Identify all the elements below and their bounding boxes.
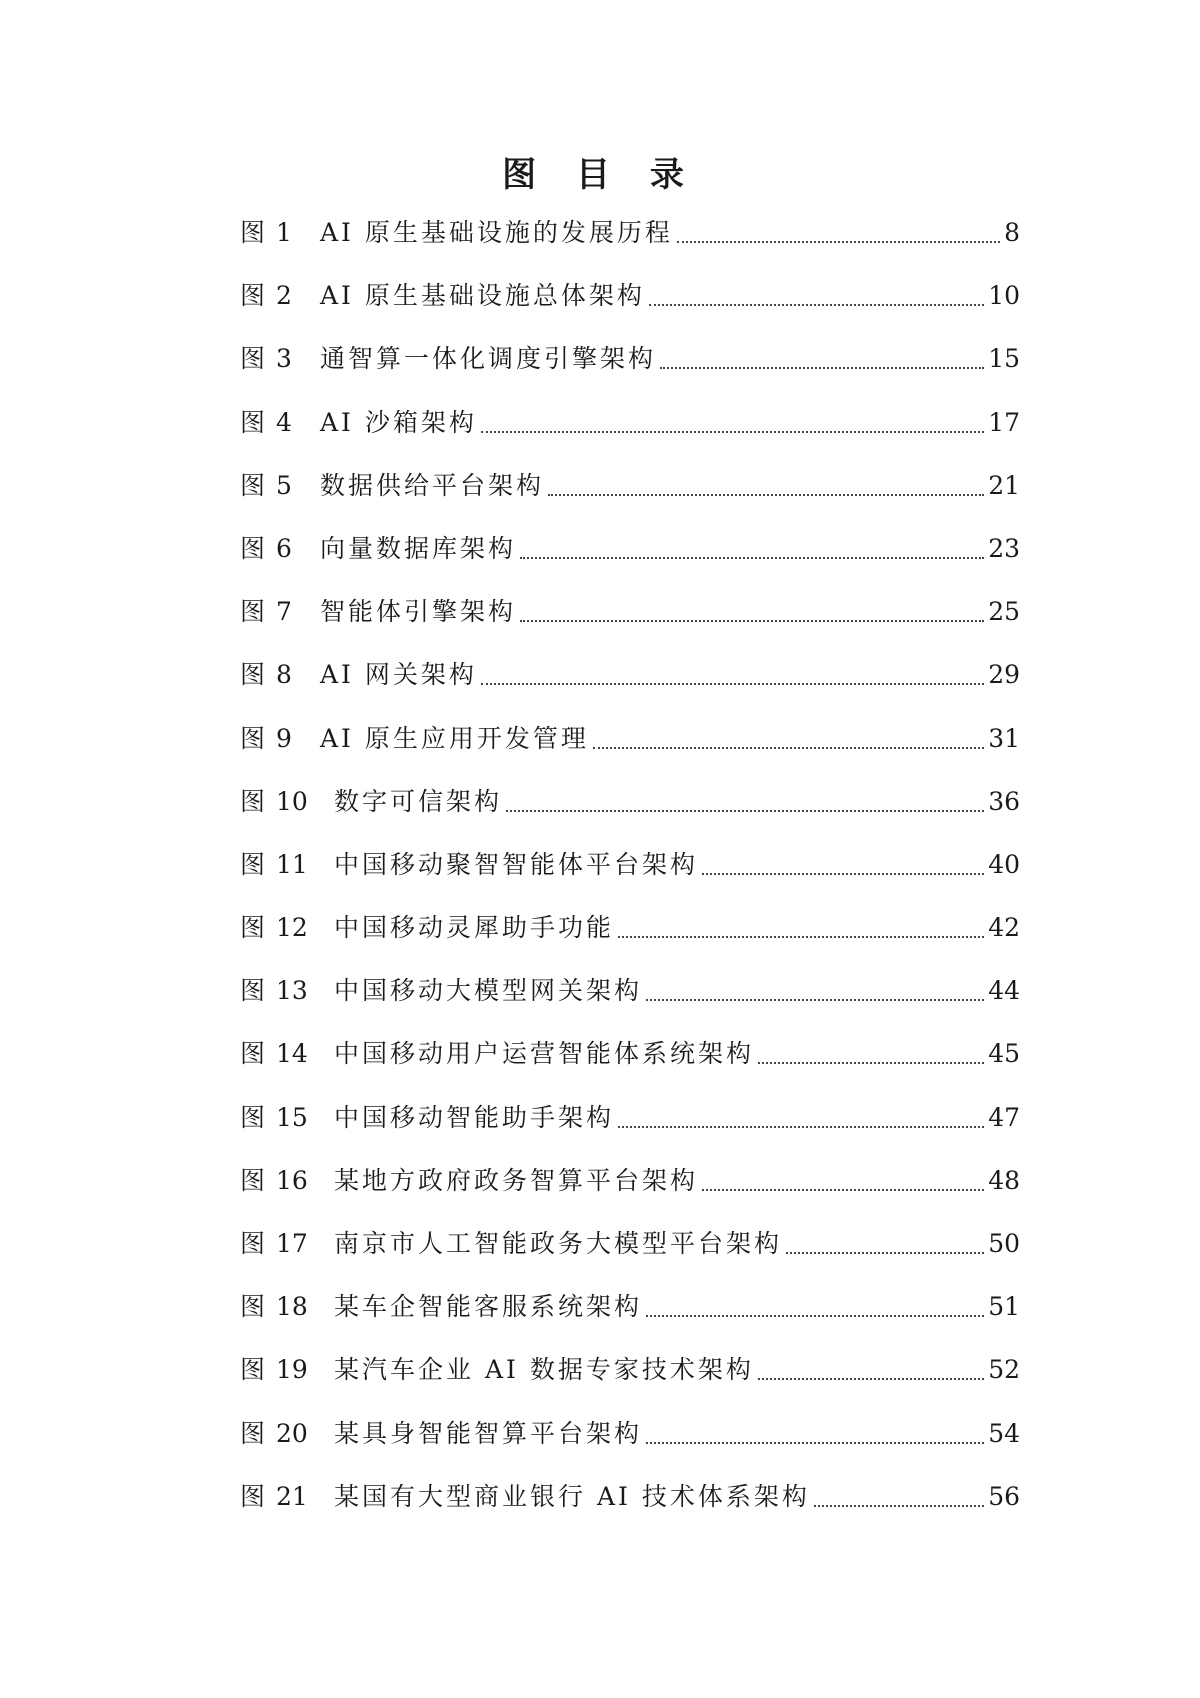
page-number: 45 — [988, 1039, 1020, 1069]
page-number: 15 — [988, 344, 1020, 374]
figure-prefix: 图 — [240, 344, 268, 374]
figure-prefix: 图 — [240, 1481, 268, 1511]
figure-number: 18 — [276, 1292, 308, 1322]
toc-entry[interactable] — [240, 1416, 1020, 1479]
figure-title: AI 原生基础设施的发展历程 — [320, 218, 673, 247]
figure-number: 3 — [276, 344, 292, 374]
figure-title: 中国移动灵犀助手功能 — [334, 913, 615, 943]
page-number: 42 — [988, 913, 1020, 943]
figure-prefix: 图 — [240, 281, 268, 311]
dot-leader — [593, 721, 984, 749]
page-number: 47 — [988, 1102, 1020, 1132]
figure-title: 数字可信架构 — [334, 786, 503, 816]
figure-prefix: 图 — [240, 218, 268, 247]
dot-leader — [649, 278, 984, 306]
dot-leader — [814, 1479, 984, 1507]
page-number: 31 — [988, 723, 1020, 753]
dot-leader — [481, 405, 984, 433]
figure-number: 11 — [276, 849, 308, 879]
figure-number: 17 — [276, 1229, 308, 1258]
dot-leader — [646, 1289, 984, 1317]
toc-entry[interactable] — [240, 594, 1020, 657]
page-number: 40 — [988, 849, 1020, 879]
page-number: 23 — [988, 533, 1020, 563]
figure-prefix: 图 — [240, 849, 268, 879]
figure-number: 13 — [276, 976, 308, 1006]
toc-entry[interactable] — [240, 468, 1020, 531]
figure-prefix: 图 — [240, 1039, 268, 1069]
figure-number: 19 — [276, 1355, 308, 1385]
page-title: 图 目 录 — [502, 155, 698, 195]
dot-leader — [758, 1352, 984, 1380]
toc-entry[interactable] — [240, 215, 1020, 278]
dot-leader — [520, 531, 984, 559]
page-number: 21 — [988, 470, 1020, 500]
dot-leader — [646, 973, 984, 1001]
figure-prefix: 图 — [240, 723, 268, 753]
figure-prefix: 图 — [240, 660, 268, 690]
figure-number: 21 — [276, 1481, 308, 1511]
dot-leader — [481, 657, 984, 685]
figure-number: 12 — [276, 913, 308, 943]
page-number: 56 — [988, 1481, 1020, 1511]
figure-title: 数据供给平台架构 — [320, 470, 545, 500]
toc-entry[interactable] — [240, 657, 1020, 720]
figure-title: 中国移动智能助手架构 — [334, 1102, 615, 1132]
toc-entry[interactable] — [240, 405, 1020, 468]
dot-leader — [660, 341, 984, 369]
page-number: 44 — [988, 976, 1020, 1006]
page-number: 10 — [988, 281, 1020, 311]
toc-entry[interactable] — [240, 973, 1020, 1036]
figure-number: 8 — [276, 660, 292, 690]
figure-number: 5 — [276, 470, 292, 500]
figure-number: 1 — [276, 218, 292, 247]
toc-entry[interactable] — [240, 847, 1020, 910]
dot-leader — [618, 910, 984, 938]
page-number: 29 — [988, 660, 1020, 690]
figure-number: 9 — [276, 723, 292, 753]
toc-entry[interactable] — [240, 721, 1020, 784]
dot-leader — [702, 847, 984, 875]
figure-number: 20 — [276, 1418, 308, 1448]
toc-entry[interactable] — [240, 1289, 1020, 1352]
figure-prefix: 图 — [240, 1229, 268, 1258]
toc-entry[interactable] — [240, 1163, 1020, 1226]
dot-leader — [520, 594, 984, 622]
toc-entry[interactable] — [240, 784, 1020, 847]
dot-leader — [646, 1416, 984, 1444]
toc-entry[interactable] — [240, 531, 1020, 594]
figure-number: 2 — [276, 281, 292, 311]
dot-leader — [758, 1036, 984, 1064]
figure-prefix: 图 — [240, 1102, 268, 1132]
page-number: 8 — [1004, 218, 1020, 247]
figure-title: 中国移动用户运营智能体系统架构 — [334, 1039, 755, 1069]
figure-number: 14 — [276, 1039, 308, 1069]
figure-title: 中国移动大模型网关架构 — [334, 976, 643, 1006]
figure-number: 10 — [276, 786, 308, 816]
toc-entry[interactable] — [240, 1226, 1020, 1289]
toc-entry[interactable] — [240, 910, 1020, 973]
figure-prefix: 图 — [240, 786, 268, 816]
figure-title: 中国移动聚智智能体平台架构 — [334, 849, 699, 879]
figure-number: 15 — [276, 1102, 308, 1132]
page-number: 54 — [988, 1418, 1020, 1448]
page-number: 51 — [988, 1292, 1020, 1322]
dot-leader — [702, 1163, 984, 1191]
dot-leader — [618, 1100, 984, 1128]
toc-entry[interactable] — [240, 278, 1020, 341]
figure-prefix: 图 — [240, 533, 268, 563]
figure-prefix: 图 — [240, 1355, 268, 1385]
page-number: 52 — [988, 1355, 1020, 1385]
dot-leader — [677, 215, 1000, 243]
dot-leader — [786, 1226, 984, 1254]
figure-title: 南京市人工智能政务大模型平台架构 — [334, 1229, 783, 1258]
figure-number: 7 — [276, 597, 292, 627]
page-number: 36 — [988, 786, 1020, 816]
figure-prefix: 图 — [240, 1165, 268, 1195]
figure-number: 4 — [276, 407, 292, 437]
toc-entry[interactable] — [240, 1352, 1020, 1415]
figure-title: 向量数据库架构 — [320, 533, 517, 563]
figure-number: 16 — [276, 1165, 308, 1195]
page-number: 48 — [988, 1165, 1020, 1195]
page-number: 50 — [988, 1229, 1020, 1258]
page-number: 17 — [988, 407, 1020, 437]
figure-prefix: 图 — [240, 597, 268, 627]
figure-number: 6 — [276, 533, 292, 563]
figure-title: 某车企智能客服系统架构 — [334, 1292, 643, 1322]
figure-title: AI 沙箱架构 — [320, 407, 477, 437]
figure-title: 通智算一体化调度引擎架构 — [320, 344, 657, 374]
figure-prefix: 图 — [240, 470, 268, 500]
toc-entry[interactable] — [240, 1036, 1020, 1099]
toc-entry[interactable] — [240, 1100, 1020, 1163]
figure-prefix: 图 — [240, 407, 268, 437]
toc-entry[interactable] — [240, 1479, 1020, 1542]
dot-leader — [506, 784, 984, 812]
figure-title: 某地方政府政务智算平台架构 — [334, 1165, 699, 1195]
figure-prefix: 图 — [240, 1292, 268, 1322]
figure-title: AI 原生应用开发管理 — [320, 723, 589, 753]
figure-title: AI 网关架构 — [320, 660, 477, 690]
figure-list — [240, 215, 1020, 1542]
figure-title: 某具身智能智算平台架构 — [334, 1418, 643, 1448]
figure-title: 某国有大型商业银行 AI 技术体系架构 — [334, 1481, 810, 1511]
toc-entry[interactable] — [240, 341, 1020, 404]
figure-title: 某汽车企业 AI 数据专家技术架构 — [334, 1355, 754, 1385]
figure-title: 智能体引擎架构 — [320, 597, 517, 627]
figure-prefix: 图 — [240, 976, 268, 1006]
dot-leader — [548, 468, 984, 496]
figure-prefix: 图 — [240, 913, 268, 943]
figure-prefix: 图 — [240, 1418, 268, 1448]
figure-title: AI 原生基础设施总体架构 — [320, 281, 645, 311]
page-number: 25 — [988, 597, 1020, 627]
